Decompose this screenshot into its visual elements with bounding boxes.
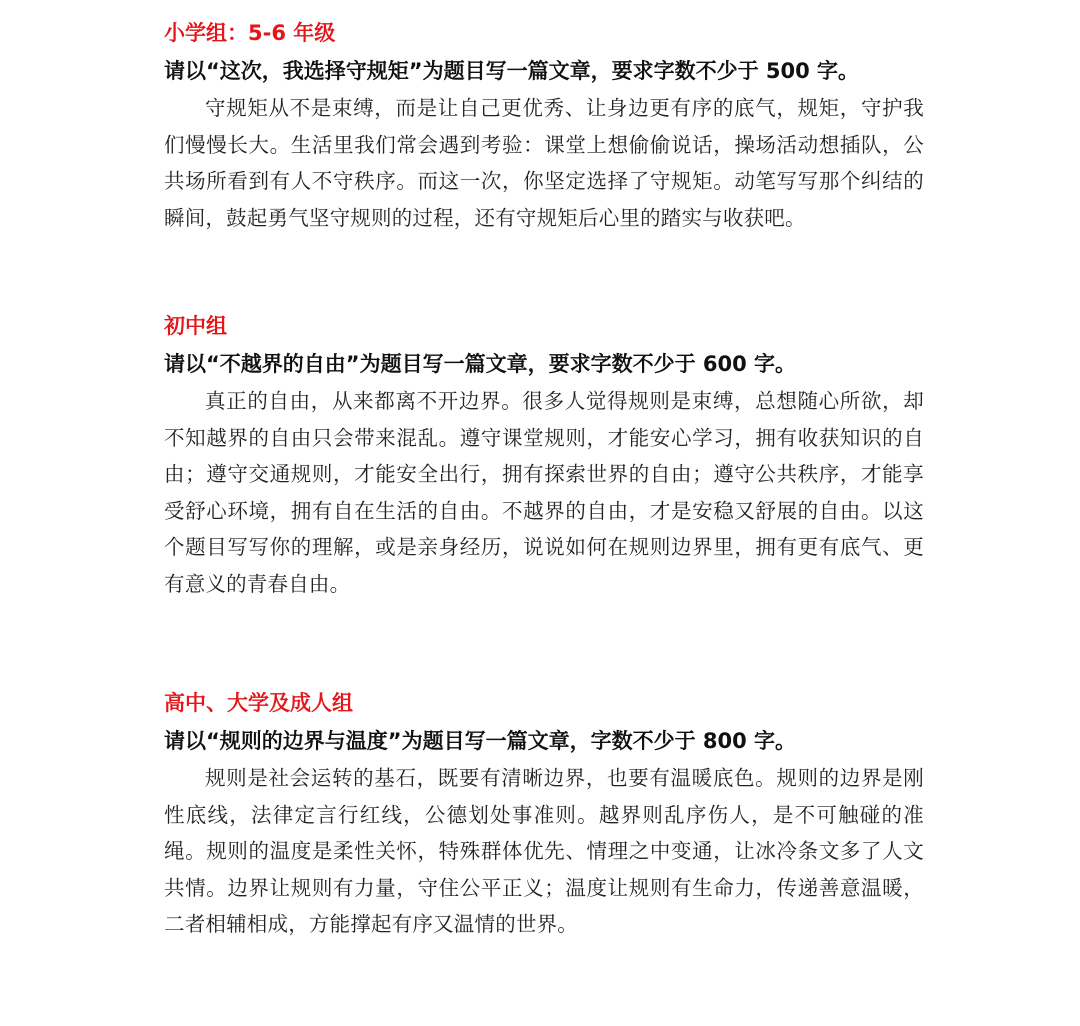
group-title: 初中组 <box>164 314 227 338</box>
essay-prompt: 请以“规则的边界与温度”为题目写一篇文章，字数不少于 800 字。 <box>164 729 797 753</box>
section-primary-school <box>164 14 924 236</box>
section-senior-adult <box>164 684 924 943</box>
section-junior-high <box>164 307 924 602</box>
essay-prompt: 请以“不越界的自由”为题目写一篇文章，要求字数不少于 600 字。 <box>164 352 797 376</box>
group-title: 小学组：5-6 年级 <box>164 21 336 45</box>
prompt-description: 真正的自由，从来都离不开边界。很多人觉得规则是束缚，总想随心所欲，却不知越界的自由只会带来混乱。遵守课堂规则，才能安心学习，拥有收获知识的自由；遵守交通规则，才能安全出行，拥有探索世界的自由；遵守公共秩序，才能享受舒心环境，拥有自在生活的自由。不越界的自由，才是安稳又舒展的自由。以这个题目写写你的理解，或是亲身经历，说说如何在规则边界里，拥有更有底气、更有意义的青春自由。 <box>164 389 924 596</box>
prompt-description: 守规矩从不是束缚，而是让自己更优秀、让身边更有序的底气，规矩，守护我们慢慢长大。生活里我们常会遇到考验：课堂上想偷偷说话，操场活动想插队，公共场所看到有人不守秩序。而这一次，你坚定选择了守规矩。动笔写写那个纠结的瞬间，鼓起勇气坚守规则的过程，还有守规矩后心里的踏实与收获吧。 <box>164 96 924 230</box>
prompt-description: 规则是社会运转的基石，既要有清晰边界，也要有温暖底色。规则的边界是刚性底线，法律定言行红线，公德划处事准则。越界则乱序伤人，是不可触碰的准绳。规则的温度是柔性关怀，特殊群体优先、情理之中变通，让冰冷条文多了人文共情。边界让规则有力量，守住公平正义；温度让规则有生命力，传递善意温暖，二者相辅相成，方能撑起有序又温情的世界。 <box>164 766 924 936</box>
essay-prompt: 请以“这次，我选择守规矩”为题目写一篇文章，要求字数不少于 500 字。 <box>164 59 860 83</box>
group-title: 高中、大学及成人组 <box>164 691 353 715</box>
